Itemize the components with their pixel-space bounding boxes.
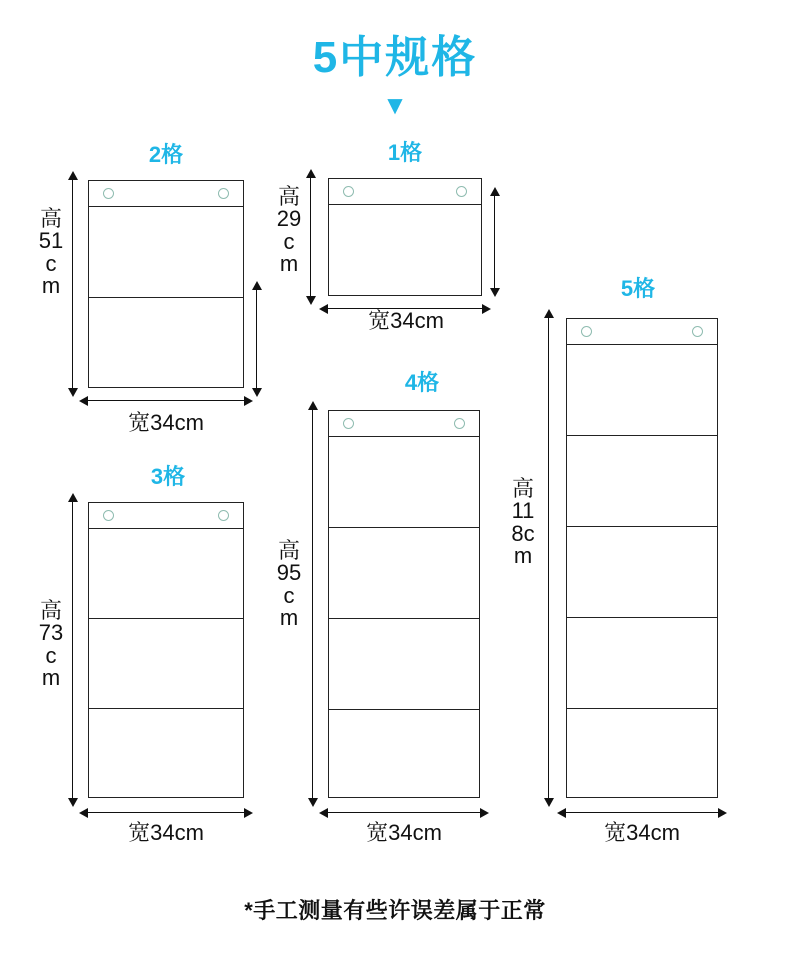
dimension-line-width-2ge <box>88 400 244 401</box>
grommet-icon <box>343 418 354 429</box>
chevron-down-icon: ▼ <box>382 90 408 120</box>
arrow-icon <box>308 401 318 410</box>
arrow-icon <box>68 171 78 180</box>
product-label-5ge: 5格 <box>620 276 656 301</box>
grommet-icon <box>581 326 592 337</box>
arrow-icon <box>306 169 316 178</box>
arrow-icon <box>544 309 554 318</box>
arrow-icon <box>68 493 78 502</box>
pocket-header <box>329 179 481 205</box>
dimension-line-pocket-1ge <box>494 196 495 288</box>
arrow-icon <box>319 808 328 818</box>
pocket <box>89 298 243 387</box>
dimension-line-width-4ge <box>328 812 480 813</box>
dimension-label-height-5ge: 高118cm <box>511 476 535 569</box>
grommet-icon <box>454 418 465 429</box>
pocket <box>567 436 717 527</box>
dimension-line-width-3ge <box>88 812 244 813</box>
arrow-icon <box>308 798 318 807</box>
arrow-icon <box>557 808 566 818</box>
pocket <box>89 709 243 797</box>
pocket <box>329 205 481 295</box>
dimension-label-height-2ge: 高51cm <box>38 206 64 299</box>
dimension-label-width-3ge: 宽34cm <box>128 820 204 845</box>
arrow-icon <box>490 288 500 297</box>
product-box-3ge <box>88 502 244 798</box>
page-title: 5中规格 <box>312 33 478 82</box>
product-box-1ge <box>328 178 482 296</box>
pocket-header <box>329 411 479 437</box>
grommet-icon <box>343 186 354 197</box>
product-box-4ge <box>328 410 480 798</box>
pocket <box>567 709 717 798</box>
pocket <box>89 619 243 709</box>
arrow-icon <box>68 388 78 397</box>
pocket-header <box>89 503 243 529</box>
pocket <box>329 528 479 619</box>
pocket <box>89 529 243 619</box>
arrow-icon <box>480 808 489 818</box>
pocket <box>329 619 479 710</box>
product-label-3ge: 3格 <box>150 464 186 489</box>
pocket <box>329 437 479 528</box>
dimension-line-pocket-2ge <box>256 290 257 388</box>
dimension-label-width-1ge: 宽34cm <box>368 308 444 333</box>
arrow-icon <box>544 798 554 807</box>
dimension-label-width-2ge: 宽34cm <box>128 410 204 435</box>
arrow-icon <box>490 187 500 196</box>
dimension-line-width-5ge <box>566 812 718 813</box>
dimension-line-height-5ge <box>548 318 549 798</box>
arrow-icon <box>252 388 262 397</box>
footnote: *手工测量有些许误差属于正常 <box>244 898 546 923</box>
grommet-icon <box>456 186 467 197</box>
product-label-1ge: 1格 <box>387 140 423 165</box>
arrow-icon <box>244 808 253 818</box>
grommet-icon <box>218 188 229 199</box>
pocket <box>567 618 717 709</box>
dimension-label-height-1ge: 高29cm <box>276 184 302 277</box>
dimension-line-height-3ge <box>72 502 73 798</box>
arrow-icon <box>306 296 316 305</box>
product-label-2ge: 2格 <box>148 142 184 167</box>
dimension-label-width-4ge: 宽34cm <box>366 820 442 845</box>
arrow-icon <box>68 798 78 807</box>
arrow-icon <box>252 281 262 290</box>
pocket <box>567 527 717 618</box>
pocket <box>329 710 479 799</box>
arrow-icon <box>718 808 727 818</box>
dimension-label-width-5ge: 宽34cm <box>604 820 680 845</box>
grommet-icon <box>218 510 229 521</box>
dimension-label-height-4ge: 高95cm <box>276 538 302 631</box>
dimension-line-height-4ge <box>312 410 313 798</box>
arrow-icon <box>79 808 88 818</box>
grommet-icon <box>103 510 114 521</box>
pocket <box>567 345 717 436</box>
arrow-icon <box>79 396 88 406</box>
grommet-icon <box>103 188 114 199</box>
pocket-header <box>89 181 243 207</box>
grommet-icon <box>692 326 703 337</box>
dimension-label-height-3ge: 高73cm <box>38 598 64 691</box>
pocket-header <box>567 319 717 345</box>
pocket <box>89 207 243 298</box>
product-box-2ge <box>88 180 244 388</box>
product-box-5ge <box>566 318 718 798</box>
arrow-icon <box>244 396 253 406</box>
dimension-line-height-1ge <box>310 178 311 296</box>
product-label-4ge: 4格 <box>404 370 440 395</box>
dimension-line-height-2ge <box>72 180 73 388</box>
